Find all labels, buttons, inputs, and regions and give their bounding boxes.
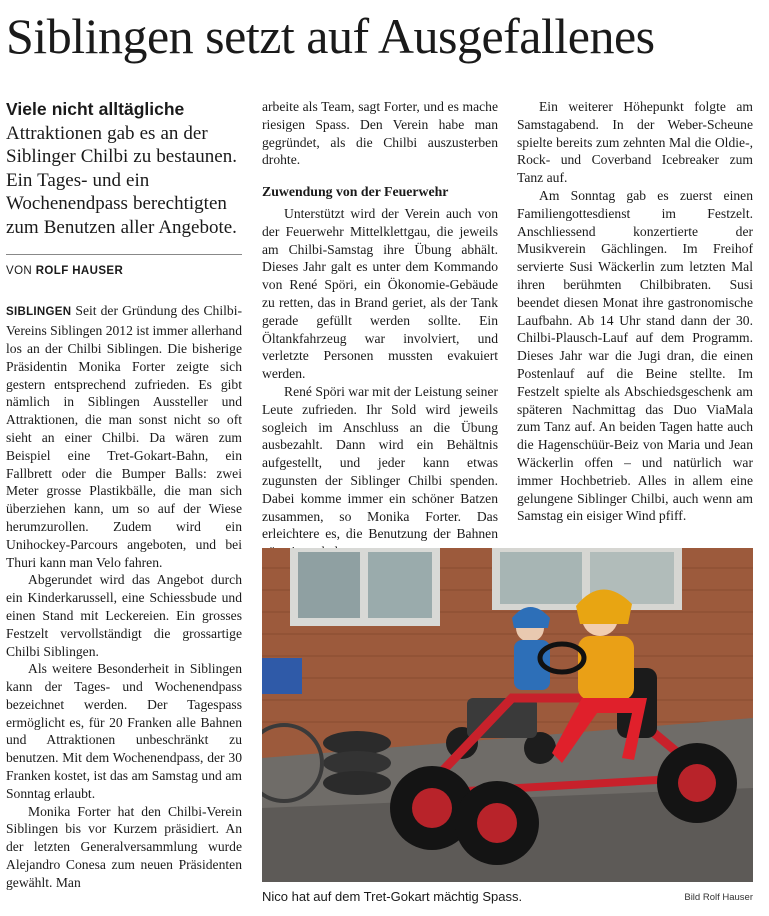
article-photo <box>262 548 753 882</box>
dateline: SIBLINGEN <box>6 306 72 319</box>
byline-prefix: VON <box>6 264 36 277</box>
lead-text: Attraktionen gab es an der Siblinger Chilbi zu bestaunen. Ein Tages- und ein Wochenendpass berechtigten zum Benutzen aller Angebote. <box>6 122 237 238</box>
paragraph: arbeite als Team, sagt Forter, und es mache riesigen Spass. Den Verein habe man gegründet, als die Chilbi auszusterben drohte. <box>262 99 498 168</box>
byline <box>6 263 242 281</box>
photo-credit: Bild Rolf Hauser <box>684 892 753 903</box>
paragraph: Am Sonntag gab es zuerst einen Familiengottesdienst im Festzelt. Anschliessend konzertierte der Musikverein Gächlingen. Im Freihof servierte Susi Wäckerlin zum letzten Mal ihren berühmten Chilbibraten. Susi beendet diesen Monat ihre gastronomische Laufbahn. Ab 14 Uhr stand dann der 30. Chilbi-Plausch-Lauf auf dem Programm. Dieses Jahr war die Jugi dran, die einen Postenlauf auf die Beine stellte. Im Festzelt spielte als Abschiedsgeschenk am späteren Nachmittag das Duo ViaMala zum Tanz auf. An beiden Tagen hatte auch die Hagenschüür-Beiz von Maria und Jean Wäckerlin offen – und natürlich war immer Hochbetrieb. Alles in allem eine gelungene Siblinger Chilbi, auch wenn am Samstag ein eisiger Wind pfiff. <box>517 187 753 524</box>
lead-paragraph <box>6 98 242 240</box>
paragraph: Abgerundet wird das Angebot durch ein Kinderkarussell, eine Schiessbude und einen Stand mit Leckereien. Ein grosses Festzelt vervollständigt die grossartige Chilbi Siblingen. <box>6 572 242 659</box>
paragraph: Als weitere Besonderheit in Siblingen kann der Tages- und Wochenendpass bezeichnet werden. Der Tagespass ermöglicht es, für 20 Franken alle Bahnen und Attraktionen unbeschränkt zu benutzen. Mit dem Wochenendpass, der 30 Franken kostet, ist das am Samstag und am Sonntag erlaubt. <box>6 661 242 801</box>
caption-text: Nico hat auf dem Tret-Gokart mächtig Spass. <box>262 889 523 904</box>
paragraph: Unterstützt wird der Verein auch von der Feuerwehr Mittelklettgau, die jeweils am Chilbi-Samstag ihre Übung abhält. Dieses Jahr galt es unter dem Kommando von René Spöri, ein Ökonomie-Gebäude zu retten, das in Brand geriet, als der Tank gerade gefüllt werden sollte. Ein Öltankfahrzeug war involviert, und verletzte Personen mussten evakuiert werden. <box>262 205 498 382</box>
paragraph-text: Seit der Gründung des Chilbi-Vereins Siblingen 2012 ist immer allerhand los an der Chilbi Siblingen. Die bisherige Präsidentin Monika Forter zeigte sich gestern entsprechend zufrieden. Es gibt nämlich in Siblingen Aussteller und Attraktionen, die man sonst nicht so oft sieht an einer Chilbi. Da wären zum Beispiel eine Tret-Gokart-Bahn, ein Fallbrett oder die Bumper Balls: zwei Meter grosse Plastikbälle, die man sich überziehen kann, um so auf der Wiese herumzurollen. Zudem wird ein Unihockey-Parcours angeboten, und bei Thuri kann man Velo fahren. <box>6 303 242 570</box>
paragraph <box>6 302 242 571</box>
byline-author: ROLF HAUSER <box>35 264 124 277</box>
gokart-photo-illustration <box>262 548 753 882</box>
headline: Siblingen setzt auf Ausgefallenes <box>6 8 655 64</box>
column-2 <box>262 98 498 561</box>
column-3 <box>517 98 753 525</box>
photo-caption <box>262 887 753 909</box>
column-1 <box>6 98 242 892</box>
paragraph: Monika Forter hat den Chilbi-Verein Siblingen bis vor Kurzem präsidiert. An der letzten Generalversammlung wurde Alejandro Conesa zum neuen Präsidenten gewählt. Man <box>6 803 242 890</box>
paragraph: René Spöri war mit der Leistung seiner Leute zufrieden. Ihr Sold wird jeweils sogleich im Anschluss an die Übung ausbezahlt. Dann wird ein Behältnis aufgestellt, und jeder kann etwas zugunsten der Siblinger Chilbi spenden. Dabei komme immer ein schöner Batzen zusammen, so Monika Forter. Das erleichtere es, die Benutzung der Bahnen <box>262 383 498 542</box>
subheading: Zuwendung von der Feuerwehr <box>262 184 449 200</box>
paragraph: Ein weiterer Höhepunkt folgte am Samstagabend. In der Weber-Scheune spielte bereits zum zehnten Mal die Oldie-, Rock- und Coverband Icebreaker zum Tanz auf. <box>517 99 753 186</box>
byline-divider <box>6 254 242 255</box>
lead-bold-text: Viele nicht alltägliche <box>6 99 185 119</box>
